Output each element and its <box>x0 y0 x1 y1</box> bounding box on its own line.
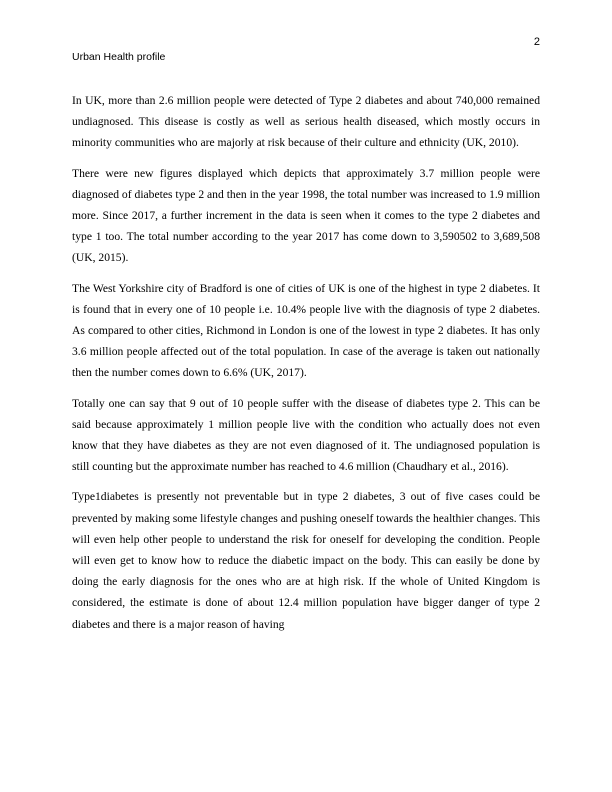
running-head: Urban Health profile <box>72 51 166 63</box>
paragraph-new-figures: There were new figures displayed which depicts that approximately 3.7 million people were diagnosed of diabetes type 2 and then in the year 1998, the total number was increased to 1.9 million more. Since 2017, a further increment in the data is seen when it comes to the type 2 diabetes and type 1 too. The total number according to the year 2017 has come down to 3,590502 to 3,689,508 (UK, 2015). <box>72 166 540 265</box>
paragraph-prevention: Type1diabetes is presently not preventable but in type 2 diabetes, 3 out of five cases could be prevented by making some lifestyle changes and pushing oneself towards the healthier changes. This will even help other people to understand the risk for oneself for developing the condition. People will even get to know how to reduce the diabetic impact on the body. This can easily be done by doing the early diagnosis for the ones who are at high risk. If the whole of United Kingdom is considered, the estimate is done of about 12.4 million population have bigger danger of type 2 diabetes and there is a major reason of having <box>72 490 540 631</box>
paragraph-diagnosis-overview: In UK, more than 2.6 million people were detected of Type 2 diabetes and about 740,000 remained undiagnosed. This disease is costly as well as serious health diseased, which mostly occurs in minority communities who are majorly at risk because of their culture and ethnicity (UK, 2010). <box>72 94 540 150</box>
paragraph-bradford: The West Yorkshire city of Bradford is one of cities of UK is one of the highest in type 2 diabetes. It is found that in every one of 10 people i.e. 10.4% people live with the diagnosis of type 2 diabetes. As compared to other cities, Richmond in London is one of the lowest in type 2 diabetes. It has only 3.6 million people affected out of the total population. In case of the average is taken out nationally then the number comes down to 6.6% (UK, 2017). <box>72 281 540 380</box>
paragraph-undiagnosed: Totally one can say that 9 out of 10 people suffer with the disease of diabetes type 2. This can be said because approximately 1 million people live with the condition who actually does not even know that they have diabetes as they are not even diagnosed of it. The undiagnosed population is still counting but the approximate number has reached to 4.6 million (Chaudhary et al., 2016). <box>72 396 540 474</box>
page-number: 2 <box>533 36 540 48</box>
document-body <box>72 90 540 644</box>
